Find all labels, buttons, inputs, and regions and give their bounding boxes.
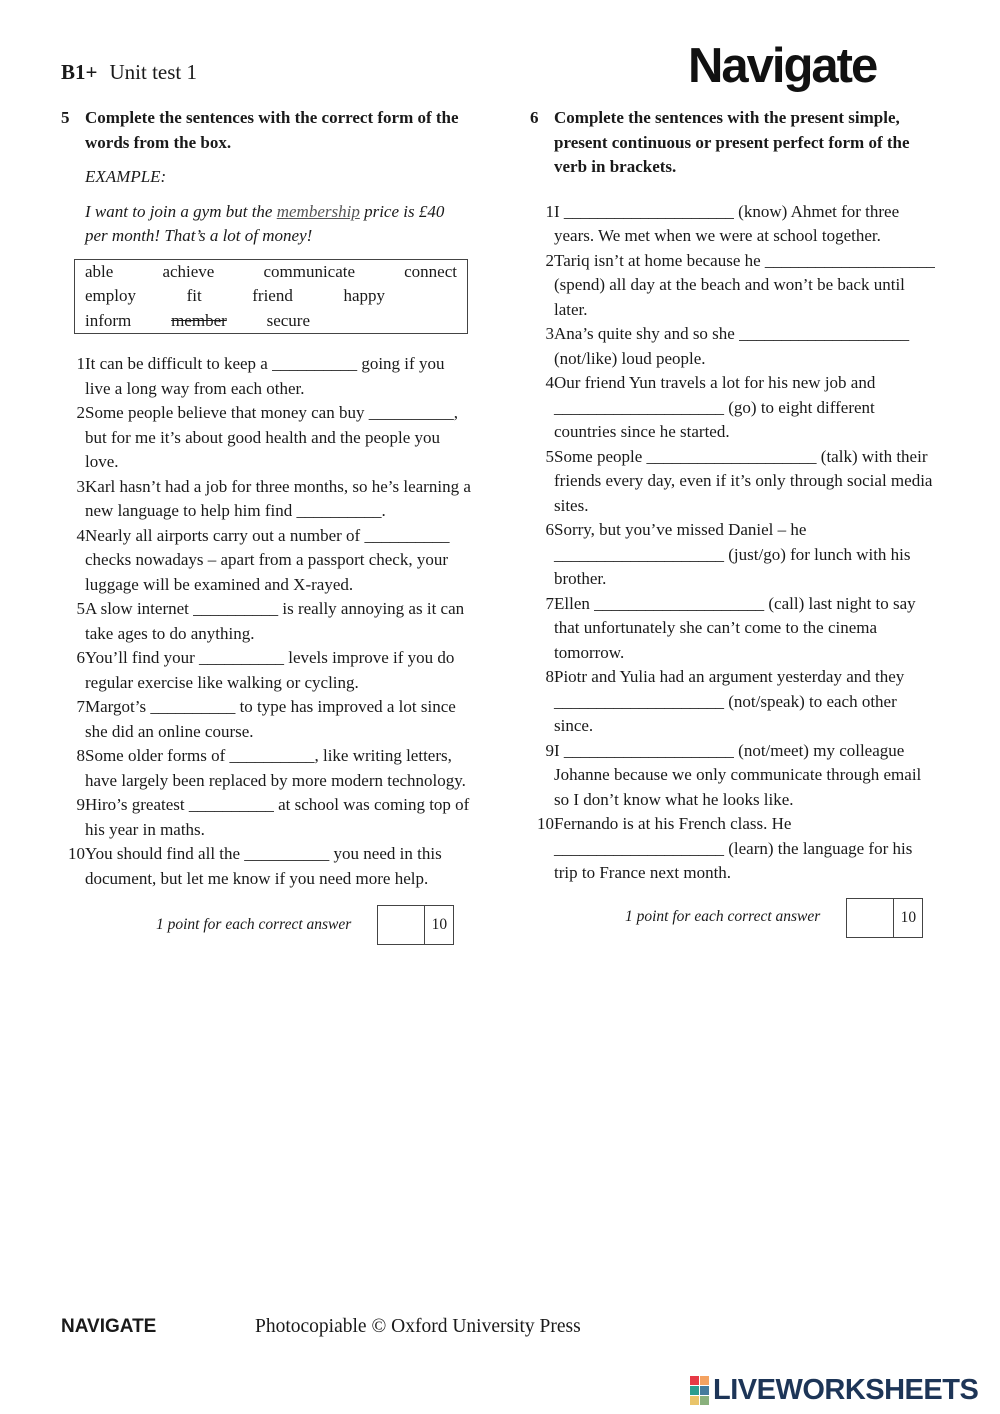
- section-5-item-9: [76, 793, 471, 842]
- item-text: Some older forms of __________, like writing letters, have largely been replaced by more modern technology.: [85, 746, 466, 790]
- word-box-row: [85, 260, 457, 285]
- example-sentence: [85, 200, 471, 249]
- section-5-item-7: [76, 695, 471, 744]
- item-number: 2: [545, 250, 554, 270]
- item-number: 8: [545, 667, 554, 686]
- item-text: Our friend Yun travels a lot for his new job and ____________________ (go) to eight different countries since he started.: [554, 373, 876, 441]
- word-box-row: [85, 309, 310, 334]
- item-text: It can be difficult to keep a __________ going if you live a long way from each other.: [85, 354, 445, 398]
- score-total: 10: [893, 898, 923, 938]
- section-5-item-1: [76, 352, 471, 401]
- item-text: Nearly all airports carry out a number of __________ checks nowadays – apart from a passport check, your luggage will be examined and X-rayed.: [85, 525, 450, 594]
- section-6-items: [530, 200, 940, 886]
- item-number: 4: [76, 525, 85, 545]
- score-label: 1 point for each correct answer: [156, 915, 352, 933]
- section-6-heading: [530, 106, 940, 180]
- logo-square: [690, 1386, 699, 1395]
- section-5-number: 5: [61, 108, 70, 127]
- item-number: 7: [76, 697, 85, 716]
- section-5-item-10: [68, 842, 471, 891]
- section-5-heading: [61, 106, 471, 155]
- item-number: 10: [68, 844, 85, 863]
- logo-square: [700, 1396, 709, 1405]
- logo-square: [690, 1376, 699, 1385]
- word-item: inform: [85, 310, 132, 330]
- item-number: 3: [76, 476, 85, 496]
- item-text: Tariq isn’t at home because he ____________________ (spend) all day at the beach and won’t be back until later.: [554, 250, 935, 319]
- item-number: 4: [545, 373, 554, 392]
- section-6-item-4: [545, 371, 940, 445]
- item-text: You should find all the __________ you need in this document, but let me know if you need more help.: [85, 844, 442, 888]
- item-text: I ____________________ (not/meet) my colleague Johanne because we only communicate through email so I don’t know what he looks like.: [554, 740, 922, 809]
- unit-label: Unit test 1: [109, 60, 197, 84]
- section-5: [61, 106, 471, 945]
- word-box: [74, 259, 468, 335]
- example-answer: membership: [276, 201, 360, 221]
- footer-brand: NAVIGATE: [61, 1316, 157, 1337]
- item-number: 2: [76, 403, 85, 422]
- item-number: 9: [76, 795, 85, 814]
- logo-square: [700, 1386, 709, 1395]
- example-label: EXAMPLE:: [85, 167, 167, 186]
- item-number: 1: [545, 201, 554, 221]
- item-text: Sorry, but you’ve missed Daniel – he ____________________ (just/go) for lunch with his brother.: [554, 520, 911, 588]
- word-item: secure: [266, 310, 310, 330]
- item-text: Fernando is at his French class. He ____________________ (learn) the language for his trip to France next month.: [554, 814, 913, 882]
- section-6-item-8: [545, 665, 940, 739]
- item-text: Margot’s __________ to type has improved a lot since she did an online course.: [85, 697, 456, 741]
- score-label: 1 point for each correct answer: [625, 908, 821, 926]
- logo-square: [700, 1376, 709, 1385]
- logo-square: [690, 1396, 699, 1405]
- liveworksheets-watermark: [690, 1374, 978, 1407]
- score-input-box[interactable]: [846, 898, 893, 938]
- word-item: communicate: [263, 261, 356, 281]
- word-item: employ: [85, 286, 136, 305]
- section-5-item-3: [76, 475, 471, 524]
- section-5-item-4: [76, 524, 471, 598]
- score-input-box[interactable]: [377, 905, 424, 945]
- item-number: 1: [76, 354, 85, 373]
- item-number: 9: [545, 740, 554, 760]
- example-after: price is £40 per month! That’s a lot of money!: [85, 201, 445, 245]
- item-text: You’ll find your __________ levels improve if you do regular exercise like walking or cycling.: [85, 648, 455, 692]
- word-item: connect: [404, 261, 457, 281]
- item-number: 7: [545, 593, 554, 613]
- word-item: able: [85, 261, 114, 281]
- score-total: 10: [424, 905, 454, 945]
- navigate-logo: Navigate: [688, 39, 877, 93]
- word-item: friend: [252, 286, 293, 305]
- section-6-number: 6: [530, 108, 539, 127]
- item-number: 5: [76, 599, 85, 618]
- word-item: achieve: [162, 261, 215, 281]
- item-number: 6: [76, 648, 85, 667]
- section-6-instruction: Complete the sentences with the present simple, present continuous or present perfect form of the verb in brackets.: [554, 108, 910, 176]
- section-5-items: [61, 352, 471, 891]
- item-text: Karl hasn’t had a job for three months, so he’s learning a new language to help him find __________.: [85, 476, 471, 520]
- footer-copyright: Photocopiable © Oxford University Press: [255, 1316, 581, 1337]
- item-number: 10: [537, 814, 554, 833]
- section-6-item-5: [545, 445, 940, 519]
- word-item: happy: [343, 286, 385, 305]
- word-item: fit: [186, 286, 202, 305]
- item-text: A slow internet __________ is really annoying as it can take ages to do anything.: [85, 599, 465, 643]
- example-block: [61, 165, 471, 249]
- item-number: 8: [76, 746, 85, 765]
- section-6-item-9: [545, 739, 940, 813]
- word-item-used: member: [171, 310, 227, 330]
- test-level-title: [61, 60, 197, 85]
- section-5-item-8: [76, 744, 471, 793]
- item-number: 5: [545, 446, 554, 466]
- item-text: Some people ____________________ (talk) with their friends every day, even if it’s only through social media sites.: [554, 446, 933, 515]
- item-number: 6: [545, 520, 554, 539]
- section-6-score: [625, 898, 940, 938]
- item-text: I ____________________ (know) Ahmet for three years. We met when we were at school together.: [554, 201, 900, 245]
- watermark-text: LIVEWORKSHEETS: [713, 1374, 979, 1406]
- section-6-item-3: [545, 322, 940, 371]
- section-5-score: [156, 905, 471, 945]
- section-6-item-2: [545, 249, 940, 323]
- section-6-item-1: [545, 200, 940, 249]
- section-5-item-2: [76, 401, 471, 475]
- item-text: Ellen ____________________ (call) last night to say that unfortunately she can’t come to the cinema tomorrow.: [554, 593, 916, 662]
- example-before: I want to join a gym but the: [85, 201, 277, 221]
- item-text: Ana’s quite shy and so she ____________________ (not/like) loud people.: [554, 324, 910, 368]
- section-5-item-5: [76, 597, 471, 646]
- section-5-instruction: Complete the sentences with the correct form of the words from the box.: [85, 108, 459, 152]
- item-number: 3: [545, 324, 554, 343]
- section-5-item-6: [76, 646, 471, 695]
- liveworksheets-logo-icon: [690, 1376, 709, 1405]
- item-text: Hiro’s greatest __________ at school was coming top of his year in maths.: [85, 795, 470, 839]
- item-text: Piotr and Yulia had an argument yesterday and they ____________________ (not/speak) to each other since.: [554, 667, 905, 735]
- section-6-item-7: [545, 592, 940, 666]
- section-6-item-6: [545, 518, 940, 592]
- section-6-item-10: [537, 812, 940, 886]
- level-label: B1+: [61, 60, 98, 84]
- item-text: Some people believe that money can buy __________, but for me it’s about good health and the people you love.: [85, 403, 458, 471]
- word-box-row: [85, 284, 385, 309]
- section-6: [530, 106, 940, 938]
